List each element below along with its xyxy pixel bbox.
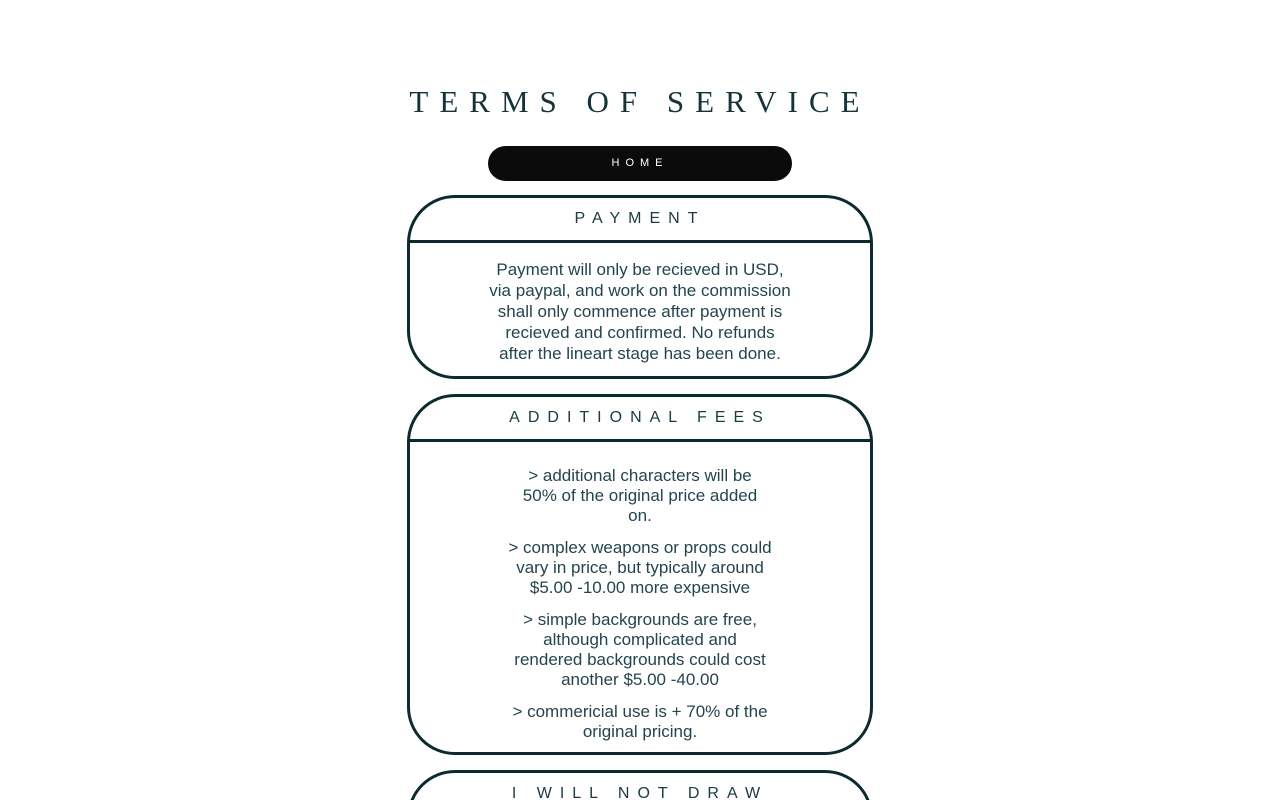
card-payment-body — [410, 243, 870, 376]
card-payment-header: PAYMENT — [410, 198, 870, 243]
home-button[interactable]: HOME — [488, 146, 792, 181]
content-column — [407, 195, 873, 800]
page-title: TERMS OF SERVICE — [409, 84, 871, 119]
card-additional-fees-header: ADDITIONAL FEES — [410, 397, 870, 442]
body-paragraph: > commericial use is + 70% of the original pricing. — [512, 702, 768, 741]
body-paragraph: > simple backgrounds are free, although complicated and rendered backgrounds could cost another $5.00 -40.00 — [514, 610, 766, 689]
card-additional-fees — [407, 394, 873, 755]
body-paragraph: Payment will only be recieved in USD, via paypal, and work on the commission shall only commence after payment is recieved and confirmed. No refunds after the lineart stage has been done. — [489, 260, 791, 363]
body-paragraph: > additional characters will be 50% of the original price added on. — [522, 466, 758, 525]
card-will-not-draw — [407, 770, 873, 800]
card-additional-fees-body — [410, 442, 870, 752]
card-payment — [407, 195, 873, 379]
body-paragraph: > complex weapons or props could vary in price, but typically around $5.00 -10.00 more expensive — [508, 538, 772, 597]
card-will-not-draw-header: I WILL NOT DRAW — [410, 773, 870, 800]
